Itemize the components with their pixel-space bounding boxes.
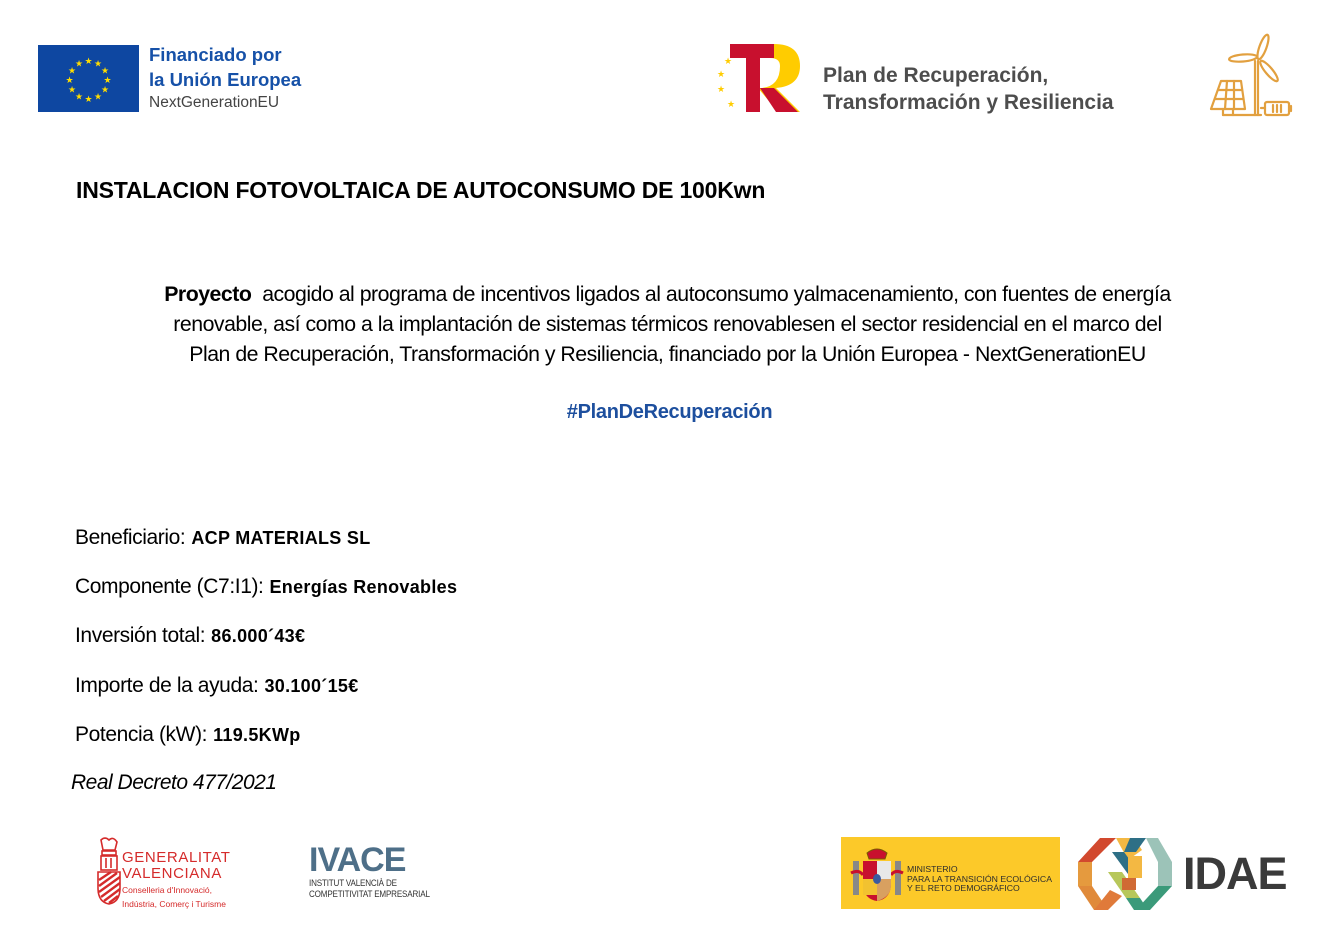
ivace-sub-1: INSTITUT VALENCIÀ DE: [309, 878, 397, 889]
ivace-wordmark: IVACE: [309, 841, 406, 879]
spain-coat-of-arms-icon: [849, 845, 905, 903]
svg-text:★: ★: [74, 59, 84, 70]
svg-text:★: ★: [93, 92, 103, 103]
eu-line-3: NextGenerationEU: [149, 94, 280, 111]
idae-wordmark: IDAE: [1183, 848, 1287, 899]
field-label: Beneficiario:: [75, 526, 186, 549]
eu-funding-logo-text: [149, 42, 301, 114]
generalitat-valenciana-logo: [122, 850, 231, 910]
ministerio-line-1: MINISTERIO: [907, 864, 958, 874]
intro-lead: Proyecto: [164, 282, 252, 306]
eu-line-2: la Unión Europea: [149, 69, 302, 90]
ministerio-text: [907, 865, 1052, 894]
svg-text:★: ★: [67, 85, 77, 96]
field-value: 86.000´43€: [211, 626, 306, 646]
svg-text:★: ★: [93, 59, 103, 70]
field-value: Energías Renovables: [269, 577, 458, 597]
prtr-logo-text: [823, 62, 1114, 116]
ivace-logo: [309, 842, 451, 900]
svg-text:★: ★: [74, 92, 84, 103]
intro-line-1: [60, 279, 1275, 309]
field-value: ACP MATERIALS SL: [191, 528, 371, 548]
ministerio-line-2: PARA LA TRANSICIÓN ECOLÓGICA: [907, 873, 1052, 884]
intro-paragraph: [60, 279, 1275, 369]
gv-sub-2: Indústria, Comerç i Turisme: [122, 899, 226, 909]
field-potencia: [75, 723, 301, 747]
svg-text:★: ★: [67, 66, 77, 77]
eu-line-1: Financiado por: [149, 44, 282, 65]
svg-text:★: ★: [724, 57, 733, 67]
wind-solar-battery-icon: [1203, 33, 1295, 123]
prtr-line-2: Transformación y Resiliencia: [823, 91, 1114, 114]
gv-line-1: GENERALITAT: [122, 849, 231, 866]
intro-line-2: renovable, así como a la implantación de sistemas térmicos renovablesen el sector residencial en el marco del: [173, 312, 1162, 336]
prtr-tr-logo-icon: [712, 42, 804, 114]
decree-reference: Real Decreto 477/2021: [71, 771, 277, 794]
svg-text:★: ★: [65, 76, 74, 86]
field-label: Componente (C7:I1):: [75, 575, 264, 598]
field-componente: [75, 575, 457, 599]
svg-text:★: ★: [100, 66, 110, 77]
field-value: 30.100´15€: [264, 676, 359, 696]
svg-text:★: ★: [103, 76, 112, 86]
intro-line-3: Plan de Recuperación, Transformación y Resiliencia, financiado por la Unión Europea - NextGenerationEU: [189, 342, 1146, 366]
field-beneficiario: [75, 526, 371, 550]
field-importe-ayuda: [75, 674, 359, 698]
ministerio-transicion-ecologica-logo: [841, 837, 1060, 909]
svg-text:★: ★: [84, 95, 93, 105]
field-value: 119.5KWp: [213, 725, 301, 745]
idae-logo-icon: [1078, 838, 1172, 910]
gv-line-2: VALENCIANA: [122, 865, 222, 882]
generalitat-emblem-icon: [95, 836, 123, 906]
gv-sub-1: Conselleria d'Innovació,: [122, 885, 212, 895]
svg-text:★: ★: [727, 100, 736, 110]
document-title: INSTALACION FOTOVOLTAICA DE AUTOCONSUMO DE 100Kwn: [76, 177, 766, 203]
svg-text:★: ★: [717, 85, 726, 95]
field-label: Potencia (kW):: [75, 723, 208, 746]
svg-text:★: ★: [100, 85, 110, 96]
prtr-line-1: Plan de Recuperación,: [823, 64, 1049, 87]
eu-flag-icon: [38, 45, 139, 112]
hashtag: #PlanDeRecuperación: [566, 401, 773, 423]
ivace-sub-2: COMPETITIVITAT EMPRESARIAL: [309, 889, 430, 900]
field-inversion-total: [75, 624, 305, 648]
intro-line-1-text: acogido al programa de incentivos ligados al autoconsumo yalmacenamiento, con fuentes de energía: [262, 282, 1171, 306]
ministerio-line-3: Y EL RETO DEMOGRÁFICO: [907, 883, 1020, 894]
field-label: Importe de la ayuda:: [75, 674, 259, 697]
field-label: Inversión total:: [75, 624, 206, 647]
svg-text:★: ★: [84, 57, 93, 67]
svg-text:★: ★: [717, 70, 726, 80]
